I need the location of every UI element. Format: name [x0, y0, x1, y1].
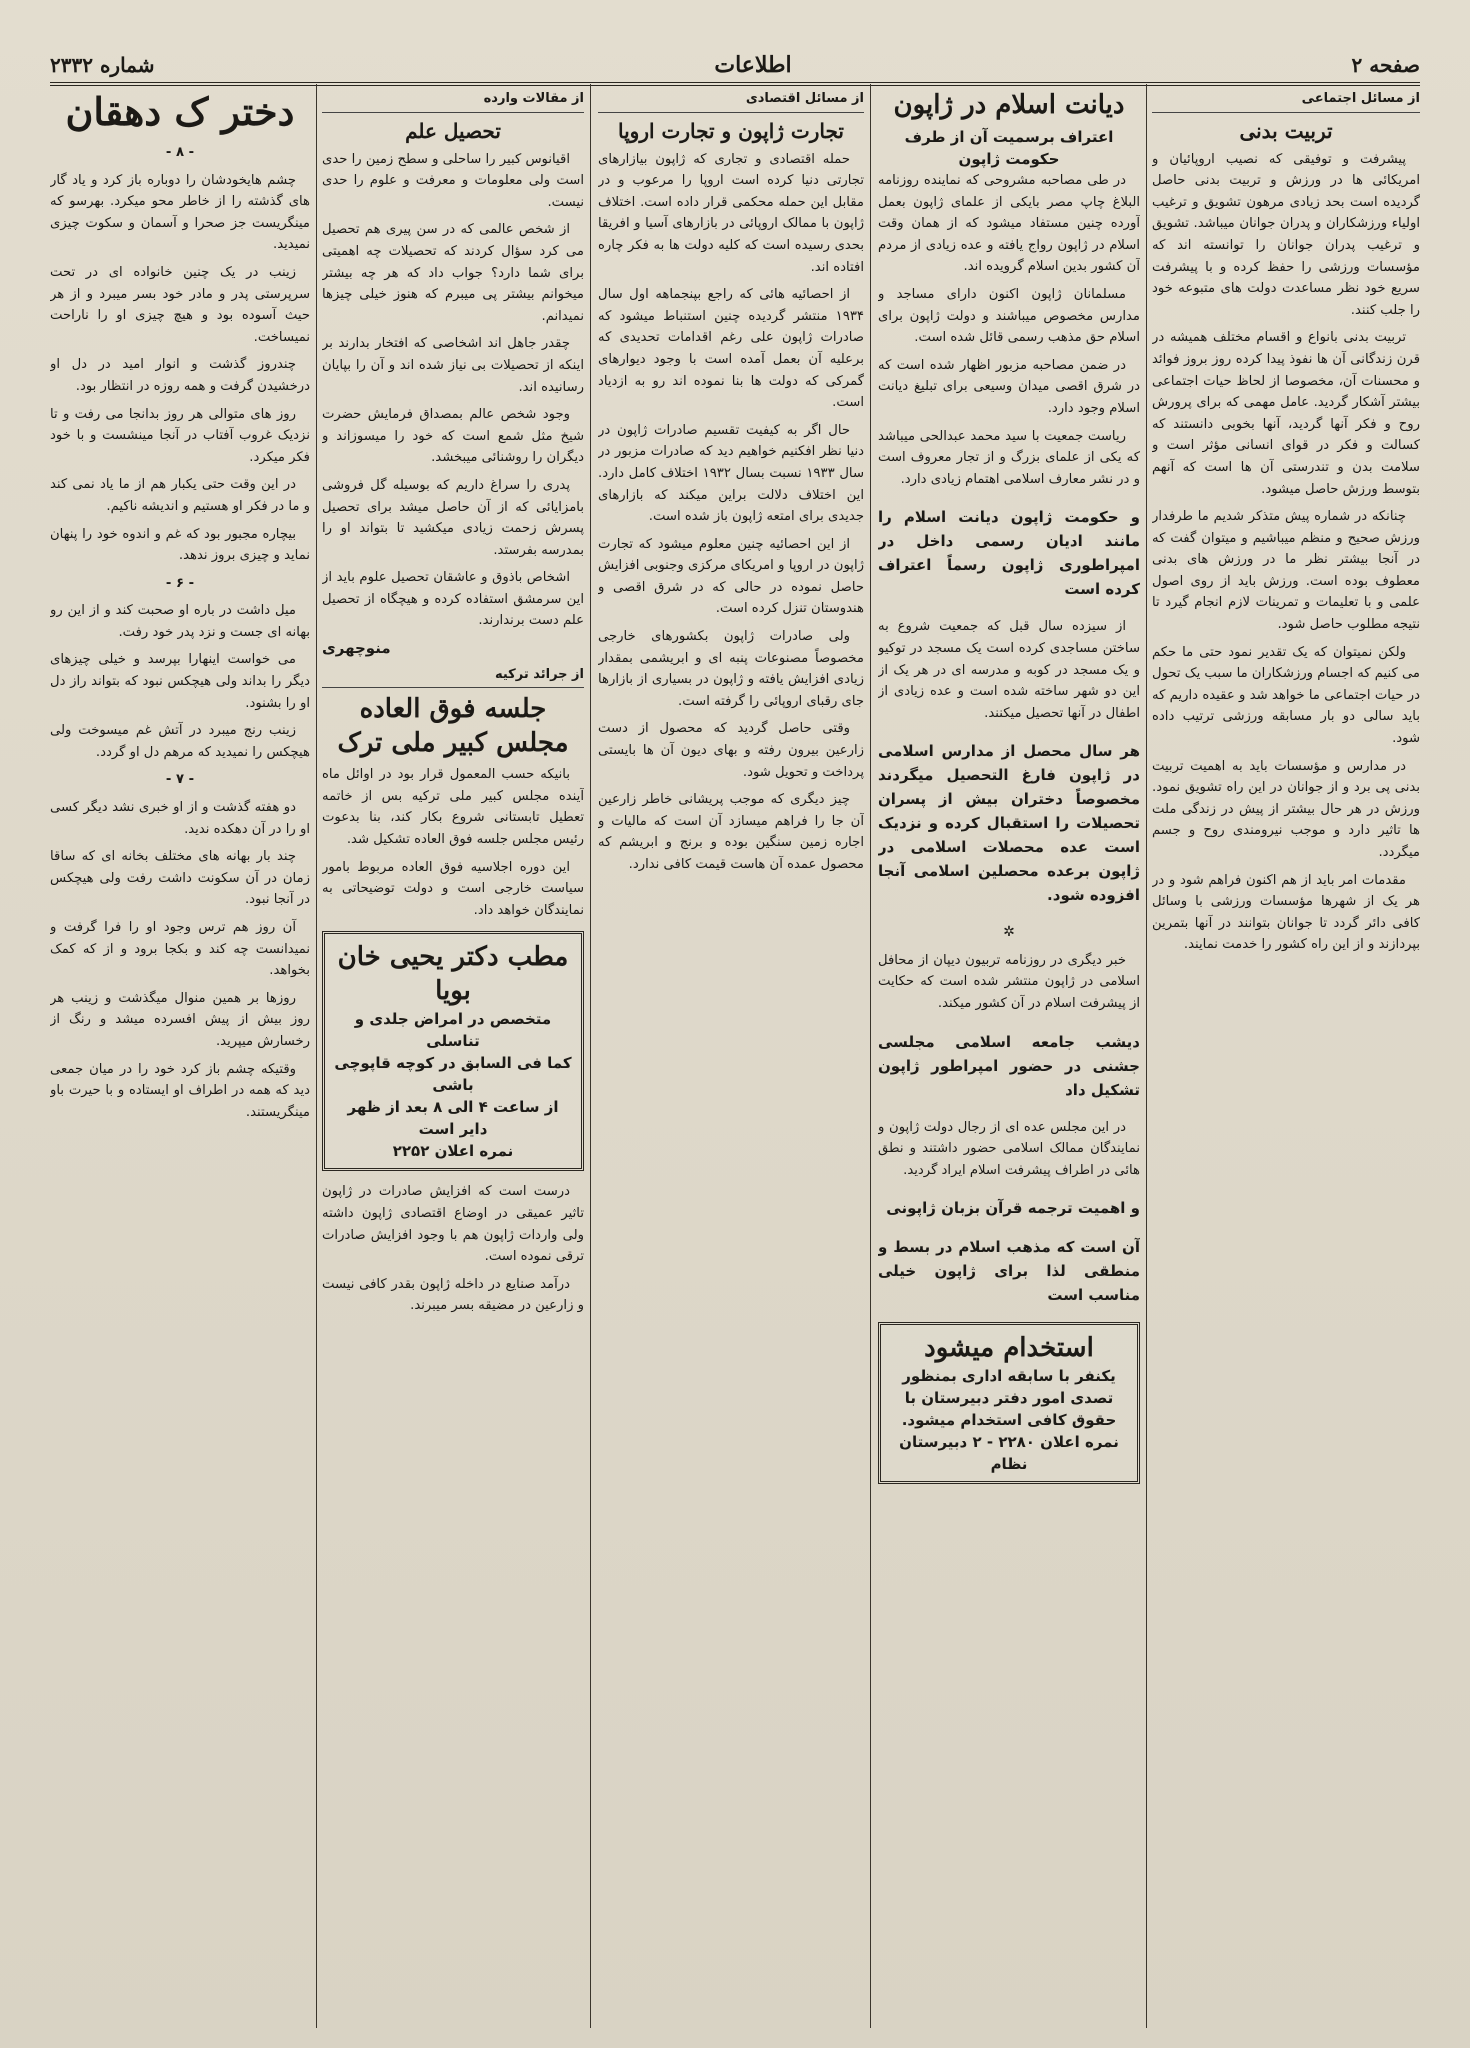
installment-number: - ۶ -: [165, 575, 195, 591]
paragraph: پدری را سراغ داریم که بوسیله گل فروشی بامزایائی که از آن حاصل میشد برای تحصیل پسرش زحمت زیادی میکشید تا بتواند او را بمدرسه بفرستد.: [322, 477, 584, 558]
paragraph: ریاست جمعیت با سید محمد عبدالحی میباشد که یکی از علمای بزرگ و از تجار معروف است و در نشر معارف اسلامی اهتمام زیادی دارد.: [878, 428, 1140, 487]
ad-title: مطب دکتر یحیی خان بویا: [337, 942, 569, 1007]
paragraph: درآمد صنایع در داخله ژاپون بقدر کافی نیست و زارعین در مضیقه بسر میبرند.: [322, 1276, 584, 1314]
paragraph: چشم هایخودشان را دوباره باز کرد و یاد گار های گذشته را از خاطر محو میکرد. بهرسو که مینگریست جز صحرا و آسمان و سکوت چیزی نمیدید.: [50, 172, 310, 253]
paragraph: چند بار بهانه های مختلف بخانه ای که ساقا زمان در آن سکونت داشت رفت ولی هیچکس در آنجا نبود.: [50, 849, 310, 908]
installment-number: - ۸ -: [165, 145, 195, 160]
paragraph: مسلمانان ژاپون اکنون دارای مساجد و مدارس مخصوص میباشند و دولت ژاپون برای اسلام حق مذهب رسمی قائل شده است.: [878, 286, 1140, 346]
paragraph: بانیکه حسب المعمول قرار بود در اوائل ماه آینده مجلس کبیر ملی ترکیه بس از خاتمه تعطیل تابستانی شروع بکار کند، بنا بدعوت رئیس مجلس جلسه فوق العاده تشکیل شد.: [322, 767, 584, 848]
section-label: از مقالات وارده: [322, 88, 584, 113]
paragraph: وجود شخص عالم بمصداق فرمایش حضرت شیخ مثل شمع است که خود را میسوزاند و دیگران را روشنائی میبخشد.: [322, 407, 584, 466]
ad-line: متخصص در امراض جلدی و تناسلی: [354, 1010, 552, 1051]
paragraph: دو هفته گذشت و از او خبری نشد دیگر کسی او را در آن دهکده ندید.: [50, 800, 310, 837]
ornament-icon: ✲: [1003, 924, 1015, 941]
subheading: دیشب جامعه اسلامی مجلسی جشنی در حضور امپراطور ژاپون تشکیل داد: [878, 1032, 1140, 1099]
paragraph: از سیزده سال قبل که جمعیت شروع به ساختن مساجدی کرده است یک مسجد در توکیو و یک مسجد در کوبه و مدرسه ای در هر یک از این دو شهر ساخته شده است و عده زیادی از اطفال در آنها تحصیل میکنند.: [878, 619, 1140, 721]
paragraph: چیز دیگری که موجب پریشانی خاطر زارعین آن جا را فراهم میسازد آن است که مالیات و اجاره زمین سنگین بوده و برنج و ابریشم که محصول عمده آن هاست قیمت کافی ندارد.: [598, 792, 864, 872]
paragraph: وقتی حاصل گردید که محصول از دست زارعین بیرون رفته و بهای دیون آن ها بایستی پرداخت و تحویل شود.: [598, 721, 864, 780]
bold-statement: و اهمیت ترجمه قرآن بزبان ژاپونی: [886, 1199, 1140, 1218]
paragraph: این دوره اجلاسیه فوق العاده مربوط بامور سیاست خارجی است و دولت توضیحاتی به نمایندگان خواهد داد.: [322, 859, 584, 918]
paragraph: زینب رنج میبرد در آتش غم میسوخت ولی هیچکس را نمیدید که مرهم دل او گردد.: [50, 723, 310, 760]
ad-line: نمره اعلان ۲۲۵۲: [392, 1142, 514, 1161]
paragraph: بیچاره مجبور بود که غم و اندوه خود را پنهان نماید و چیزی بروز ندهد.: [50, 526, 310, 564]
section-label: از جرائد ترکیه: [322, 664, 584, 689]
paragraph: چنانکه در شماره پیش متذکر شدیم ما طرفدار ورزش صحیح و منظم میباشیم و میتوان گفت که در آنجا بیشتر نظر ما در ورزش های بدنی معطوف بوده است. ورزش باید از روی اصول علمی و با تعلیمات و تمرینات لازم انجام گیرد تا نتیجه مطلوب حاصل شود.: [1152, 509, 1420, 633]
paragraph: ولکن نمیتوان که یک تقدیر نمود حتی ما حکم می کنیم که اجسام ورزشکاران ما سبب یک تحول در حیات اجتماعی ما خواهد شد و عقیده داریم که باید سالی دو بار مسابقه ورزشی ترتیب داده شود.: [1152, 644, 1420, 747]
paragraph: از احصائیه هائی که راجع بپنجماهه اول سال ۱۹۳۴ منتشر گردیده چنین استنباط میشود که صادرات ژاپون علی رغم اقدامات تحدیدی که برعلیه آن بعمل آمده است با وجود دیوارهای گمرکی که دولت ها بنا نموده اند رو به ازدیاد است.: [598, 287, 864, 411]
article-title: دختر ک دهقان: [65, 89, 295, 134]
paragraph: حمله اقتصادی و تجاری که ژاپون بیازارهای تجارتی دنیا کرده است اروپا را مرعوب و در مقابل این حمله محکمی قرار داده است. اختلاف ژاپون با ممالک اروپائی در بازارهای آسیا و افریقا بحدی رسیده است که کلیه دولت ها به فکر چاره افتاده اند.: [598, 151, 864, 275]
paragraph: در مدارس و مؤسسات باید به اهمیت تربیت بدنی پی برد و از جوانان در این راه تشویق نمود. ورزش در هر حال بیشتر از پیش در زندگی ملت ها تاثیر دارد و موجب نیرومندی روح و جسم میگردد.: [1152, 758, 1420, 860]
paragraph: می خواست اینهارا بپرسد و خیلی چیزهای دیگر را بداند ولی هیچکس نبود که بتواند راز دل او را بشنود.: [50, 652, 310, 711]
column-physical-education: [1152, 84, 1420, 2024]
article-title: تجارت ژاپون و تجارت اروپا: [618, 118, 844, 143]
paragraph: مقدمات امر باید از هم اکنون فراهم شود و در هر یک از شهرها مؤسسات ورزشی با وسائل کافی دائر گردد تا جوانان بتوانند در آنها بتمرین بپردازند و از این راه کشور را خدمت نمایند.: [1152, 872, 1420, 953]
paragraph: آن روز هم ترس وجود او را فرا گرفت و نمیدانست چه کند و بکجا برود و از که کمک بخواهد.: [50, 920, 310, 979]
paragraph: حال اگر به کیفیت تقسیم صادرات ژاپون در دنیا نظر افکنیم خواهیم دید که صادرات مزبور در سال ۱۹۳۳ نسبت بسال ۱۹۳۲ اختلاف کامل دارد. این اختلاف دلالت براین میکند که بازارهای جدیدی برای امتعه ژاپون باز شده است.: [598, 422, 864, 525]
paragraph: در این وقت حتی یکبار هم از ما یاد نمی کند و ما در فکر او هستیم و اندیشه ناکیم.: [50, 477, 310, 514]
ad-line: کما فی السابق در کوچه قاپوچی باشی: [334, 1054, 572, 1095]
paragraph: درست است که افزایش صادرات در ژاپون تاثیر عمیقی در اوضاع اقتصادی ژاپون داشته ولی واردات ژاپون هم با وجود افزایش صادرات ترقی نموده است.: [322, 1184, 584, 1265]
column-rule: [1146, 84, 1147, 2028]
bold-statement: آن است که مذهب اسلام در بسط و منطقی لذا برای ژاپون خیلی مناسب است: [878, 1238, 1140, 1305]
paragraph: در طی مصاحبه مشروحی که نماینده روزنامه البلاغ چاپ مصر بایکی از علمای ژاپون بعمل آورده چنین مستفاد میشود که از همان وقت اسلام در ژاپون رواج یافته و عده زیادی از مردم آن کشور بدین اسلام گرویده اند.: [878, 173, 1140, 275]
paragraph: چقدر جاهل اند اشخاصی که افتخار بدارند بر اینکه از تحصیلات بی نیاز شده اند و آن را بپایان رسانیده اند.: [322, 336, 584, 395]
column-rule: [870, 84, 871, 2028]
column-education: [322, 84, 584, 2024]
paragraph: در ضمن مصاحبه مزبور اظهار شده است که در شرق اقصی میدان وسیعی برای تبلیغ دیانت اسلام وجود دارد.: [878, 357, 1140, 416]
column-rule: [590, 84, 591, 2028]
paragraph: وقتیکه چشم باز کرد خود را در میان جمعی دید که همه در اطراف او ایستاده و با حیرت باو مینگریستند.: [50, 1061, 310, 1120]
bold-statement: و حکومت ژاپون دیانت اسلام را مانند ادیان رسمی داخل در امپراطوری ژاپون رسماً اعتراف کرده است: [878, 508, 1140, 599]
paragraph: اشخاص باذوق و عاشقان تحصیل علوم باید از این سرمشق استفاده کرده و هیچگاه از تحصیل علم دست برندارند.: [322, 570, 584, 629]
paragraph: اقیانوس کبیر را ساحلی و سطح زمین را حدی است ولی معلومات و معرفت و علوم را حدی نیست.: [322, 151, 584, 210]
article-title: دیانت اسلام در ژاپون: [893, 90, 1125, 120]
paragraph: از شخص عالمی که در سن پیری هم تحصیل می کرد سؤال کردند که تحصیلات چه اهمیتی برای شما دارد؟ جواب داد که هر چه بیشتر میخوانم بیشتر پی میبرم که هنوز خیلی چیزها نمیدانم.: [322, 222, 584, 324]
article-title: تحصیل علم: [405, 118, 501, 143]
paragraph: ولی صادرات ژاپون بکشورهای خارجی مخصوصاً مصنوعات پنبه ای و ابریشمی بمقدار زیادی افزایش یافته و ژاپون در بسیاری از بازارها جای رقبای اروپائی را گرفته است.: [598, 629, 864, 709]
column-farmer-girl: [50, 84, 310, 2024]
highlight-statement: هر سال محصل از مدارس اسلامی در ژاپون فارغ التحصیل میگردند مخصوصاً دختران بیش از پسران تحصیلات را استقبال کرده و نزدیک است عده محصلات اسلامی در ژاپون برعده محصلین اسلامی آنجا افزوده شود.: [878, 742, 1140, 905]
issue-number: شماره ۲۳۳۲: [50, 53, 155, 77]
paragraph: میل داشت در باره او صحبت کند و از این رو بهانه ای جست و نزد پدر خود رفت.: [50, 603, 310, 640]
column-rule: [316, 84, 317, 2028]
paragraph: در این مجلس عده ای از رجال دولت ژاپون و نمایندگان ممالک اسلامی حضور داشتند و نطق هائی در اطراف پیشرفت اسلام ایراد گردید.: [878, 1119, 1140, 1178]
article-title: جلسه فوق العاده مجلس کبیر ملی ترک: [337, 694, 569, 759]
ad-text: یکنفر با سابقه اداری بمنظور تصدی امور دفتر دبیرستان با حقوق کافی استخدام میشود. نمره اعلان ۲۲۸۰ - ۲ دبیرستان نظام: [899, 1367, 1119, 1474]
article-title: تربیت بدنی: [1239, 118, 1333, 143]
installment-number: - ۷ -: [165, 772, 195, 788]
paragraph: خبر دیگری در روزنامه تربیون دیپان از محافل اسلامی در ژاپون منتشر شده است که حکایت از پیشرفت اسلام در آن کشور میکند.: [878, 952, 1140, 1012]
paragraph: روز های متوالی هر روز بدانجا می رفت و تا نزدیک غروب آفتاب در آنجا مینشست و با خود فکر میکرد.: [50, 406, 310, 465]
masthead: [50, 48, 1420, 86]
section-label: از مسائل اجتماعی: [1152, 88, 1420, 113]
paragraph: از این احصائیه چنین معلوم میشود که تجارت ژاپون در اروپا و امریکای مرکزی وجنوبی افزایش حاصل نموده در حالی که در شرق اقصی و هندوستان تنزل کرده است.: [598, 536, 864, 617]
column-japan-trade: [598, 84, 864, 2024]
article-subtitle: اعتراف برسمیت آن از طرف حکومت ژاپون: [904, 128, 1114, 168]
doctor-ad: [322, 931, 584, 1171]
paragraph: پیشرفت و توفیقی که نصیب اروپائیان و امریکائی ها در ورزش و تربیت بدنی حاصل گردیده است بحد زیادی مرهون تشویق و ترغیب اولیاء ورزشکاران و پدران جوانان میباشد. تشویق و ترغیب پدران جوانان را توانسته اند که مؤسسات ورزشی را حفظ کرده و با پیشرفت سریع خود نظر مساعدت دولت های متبوعه خود را جلب کنند.: [1152, 151, 1420, 318]
ad-line: از ساعت ۴ الی ۸ بعد از ظهر دایر است: [347, 1098, 559, 1139]
column-islam-in-japan: [878, 84, 1140, 2024]
paragraph: زینب در یک چنین خانواده ای در تحت سرپرستی پدر و مادر خود بسر میبرد و از هر حیث آسوده بود و هیچ چیزی او را ناراحت نمیساخت.: [50, 264, 310, 345]
paragraph: تربیت بدنی بانواع و اقسام مختلف همیشه در قرن زندگانی آن ها نفوذ پیدا کرده روز بروز فوائد و محسنات آن، مخصوصا از لحاظ حیات اجتماعی بیشتر آشکار گردید. عامل مهمی که برای پرورش روح و فکر آنها گردید، آنها بخوبی دانستند که کسالت و فکر در قوای انسانی مؤثر است و سلامت بدن و تندرستی آن ها است که آنهم بتوسط ورزش حاصل میشود.: [1152, 330, 1420, 497]
employment-ad: [878, 1322, 1140, 1484]
paragraph: چندروز گذشت و انوار امید در دل او درخشیدن گرفت و همه روزه در انتظار بود.: [50, 357, 310, 394]
section-label: از مسائل اقتصادی: [598, 88, 864, 113]
paper-name: اطلاعات: [714, 52, 792, 78]
ad-title: استخدام میشود: [924, 1333, 1094, 1364]
paragraph: روزها بر همین منوال میگذشت و زینب هر روز بیش از پیش افسرده میشد و رنگ از رخسارش میپرید.: [50, 990, 310, 1049]
page-number: صفحه ۲: [1351, 53, 1420, 77]
author-signature: منوچهری: [322, 639, 391, 658]
